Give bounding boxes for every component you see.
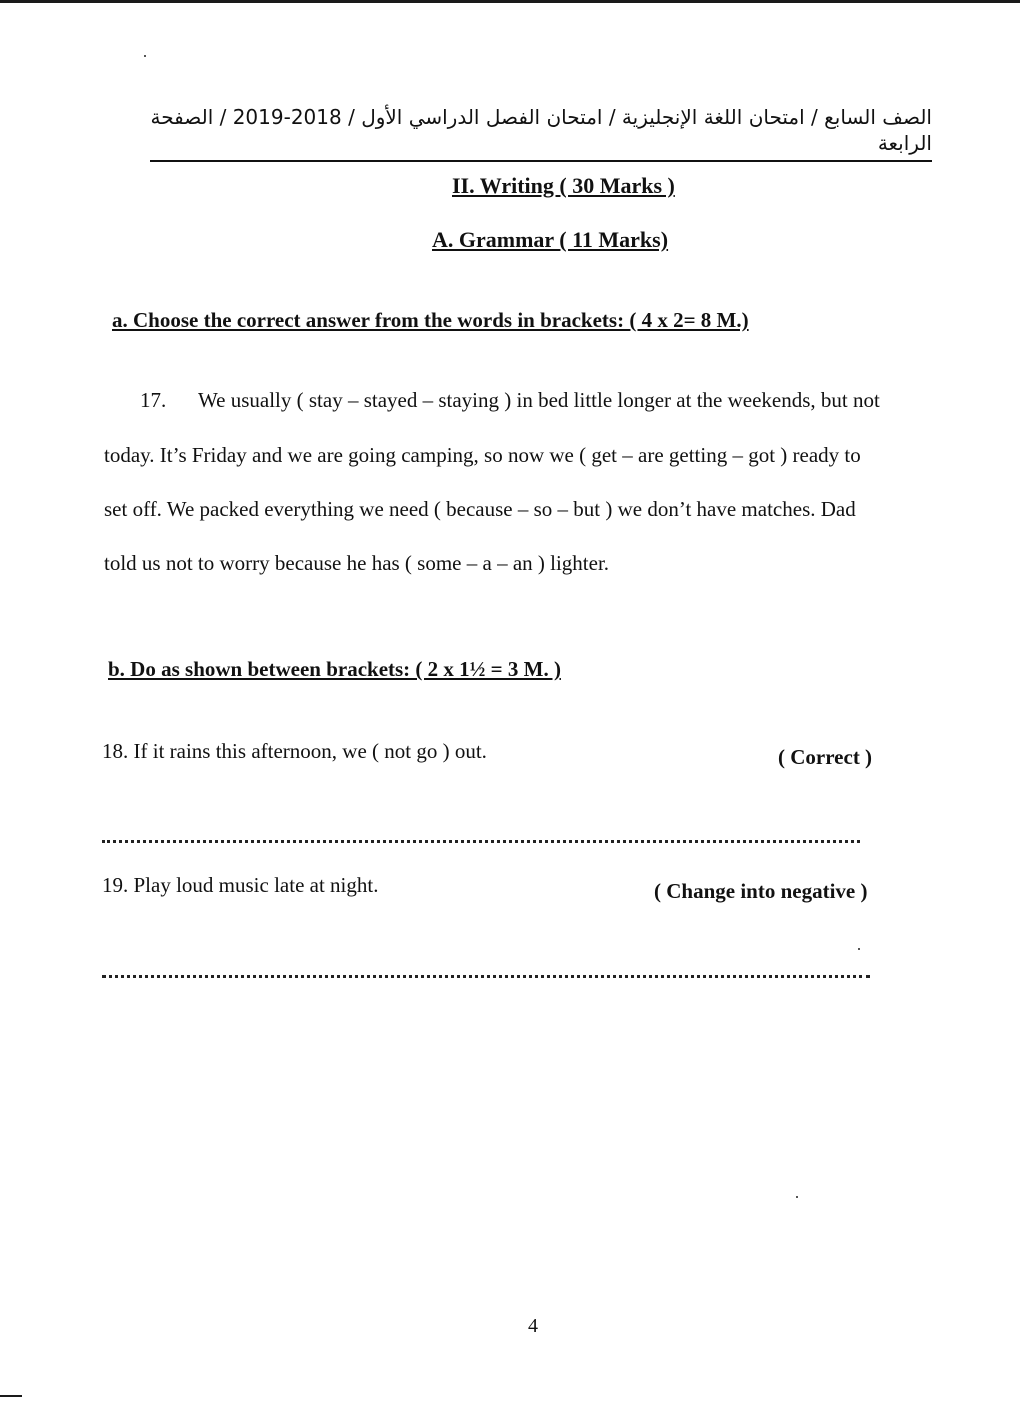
paragraph-line-2: today. It’s Friday and we are going camping, so now we ( get – are getting – got ) ready to — [104, 443, 861, 467]
part-a-instruction: a. Choose the correct answer from the words in brackets: ( 4 x 2= 8 M.) — [112, 308, 749, 332]
subsection-title: A. Grammar ( 11 Marks) — [432, 227, 669, 252]
scan-speck — [858, 948, 860, 950]
question-18-task: ( Correct ) — [778, 745, 873, 769]
question-number-17: 17. — [140, 388, 167, 412]
scan-edge-left — [0, 1395, 22, 1397]
section-title: II. Writing ( 30 Marks ) — [452, 173, 675, 198]
question-19-text: 19. Play loud music late at night. — [102, 873, 379, 897]
question-19-task: ( Change into negative ) — [654, 879, 868, 903]
answer-line-19[interactable] — [102, 971, 870, 978]
scan-edge-top — [0, 0, 1020, 3]
question-18-text: 18. If it rains this afternoon, we ( not go ) out. — [102, 739, 487, 763]
page-number: 4 — [528, 1315, 538, 1337]
paragraph-line-4: told us not to worry because he has ( some – a – an ) lighter. — [104, 551, 610, 575]
paragraph-line-3: set off. We packed everything we need ( because – so – but ) we don’t have matches. Dad — [104, 497, 856, 521]
paragraph-line-1: We usually ( stay – stayed – staying ) in bed little longer at the weekends, but not — [198, 388, 880, 412]
part-b-instruction: b. Do as shown between brackets: ( 2 x 1½ = 3 M. ) — [108, 657, 561, 681]
page-header: الصف السابع / امتحان اللغة الإنجليزية / امتحان الفصل الدراسي الأول / 2018-2019 / الصفحة الرابعة — [150, 104, 932, 162]
answer-line-18[interactable] — [102, 836, 860, 843]
scan-speck — [144, 55, 146, 57]
scan-speck — [796, 1196, 798, 1198]
